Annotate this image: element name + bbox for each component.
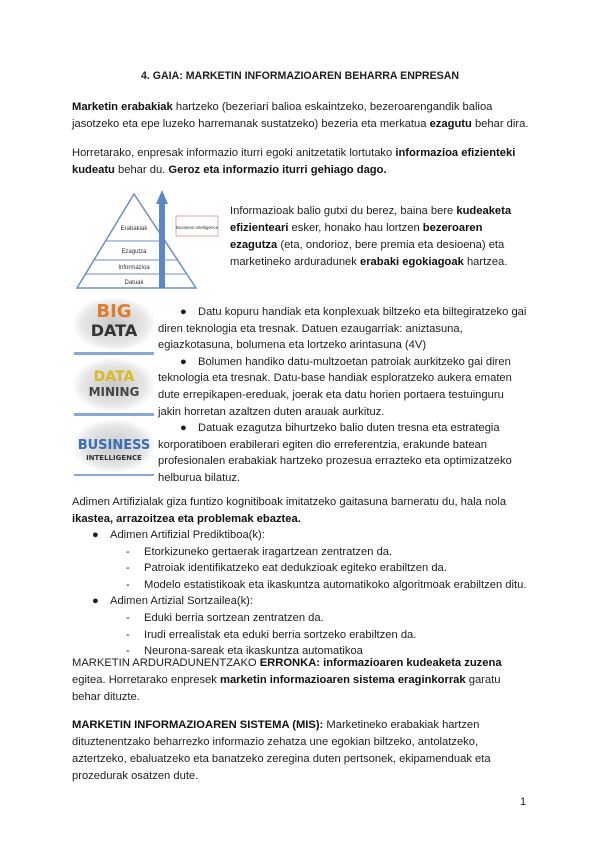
text: Adimen Artifizialak giza funtizo kognitiboak imitatzeko gaitasuna barneratu du, hala nola <box>72 496 507 508</box>
bold-text: ezagutza <box>230 239 278 251</box>
text: behar du. <box>114 164 169 176</box>
list-item: ● Adimen Artifizial Prediktiboa(k): <box>92 529 265 541</box>
text: Informazioak balio gutxi du berez, baina bere <box>230 205 457 217</box>
list-subitem: - Eduki berria sortzean zentratzen da. <box>126 611 324 624</box>
list-subitem: - Patroiak identifikatzeko eat dedukzioak egiteko erabiltzen da. <box>126 562 447 575</box>
text: Irudi errealistak eta eduki berria sortzeko erabiltzen da. <box>144 628 417 641</box>
bold-text: ikastea, arrazoitzea eta problemak ebaztea. <box>72 513 301 525</box>
text: (eta, ondorioz, bere premia eta desioena) eta <box>277 239 505 251</box>
business-intelligence-image <box>74 420 154 472</box>
text: Bolumen handiko datu-multzoetan patroiak aurkitzeko gai diren <box>198 355 511 368</box>
logo-text: INTELLIGENCE <box>86 454 142 462</box>
text: Etorkizuneko gertaerak iragartzean zentratzen da. <box>144 545 393 558</box>
arrow-up-icon <box>156 190 168 204</box>
bold-text: marketin informazioaren sistema eraginkorrak <box>220 674 466 686</box>
bold-text: Geroz eta informazio iturri gehiago dago. <box>168 164 387 176</box>
text: Marketineko erabakiak hartzen <box>323 719 480 731</box>
logo-text: MINING <box>88 385 140 399</box>
divider <box>74 352 154 355</box>
pyramid-level-knowledge: Ezagutza <box>121 249 147 255</box>
bold-text: bezeroaren <box>422 222 483 234</box>
text: Datuak ezagutza bihurtzeko balio duten tresna eta estrategia <box>198 422 500 435</box>
text: dute errepikapen-ereduak, joerak eta datu horien portaera testuinguru <box>158 388 504 401</box>
bold-text: informazioa efizienteki <box>395 147 516 159</box>
text: diren teknologia eta tresnak. Datuen ezaugarriak: aniztasuna, <box>158 322 463 335</box>
bold-text: ERRONKA: informazioaren kudeaketa zuzena <box>259 657 502 669</box>
text: MARKETIN ARDURADUNENTZAKO <box>72 657 260 669</box>
technology-bullet-list <box>158 304 526 487</box>
list-subitem: - Neurona-sareak eta ikaskuntza automatikoa <box>126 645 363 658</box>
pyramid-level-decisions: Erabakiak <box>120 226 148 232</box>
text: jasotzeko eta epe luzeko harremanak sustatzeko) bezeria eta merkatua <box>72 118 430 130</box>
divider <box>74 413 154 416</box>
data-mining-image <box>74 359 154 411</box>
bold-text: kudeaketa <box>456 205 512 217</box>
page-number: 1 <box>520 796 527 808</box>
bold-text: Marketin erabakiak <box>72 101 173 113</box>
text: garatu <box>465 674 501 686</box>
text: Eduki berria sortzean zentratzen da. <box>144 611 324 624</box>
logo-text: BUSINESS <box>77 438 151 453</box>
text: Adimen Artifizial Prediktiboa(k): <box>110 529 265 541</box>
logo-text: DATA <box>93 369 135 385</box>
text: aztertzeko, ebaluatzeko eta banatzeko zeregina duten pertsonek, ekipamenduak eta <box>72 753 491 765</box>
text: egitea. Horretarako enpresek <box>72 674 221 686</box>
list-item: ● Datu kopuru handiak eta konplexuak biltzeko eta biltegiratzeko gai diren teknologia eta tresnak. Datuen ezaugarriak: aniztasuna, egiazkotasuna, bolumena eta lortzeko arintasuna (4V) <box>158 306 527 352</box>
text: profesionalen erabakiak hartzeko prozesua errazteko eta optimizatzeko <box>158 455 512 468</box>
page-title: 4. GAIA: MARKETIN INFORMAZIOAREN BEHARRA ENPRESAN <box>140 70 459 82</box>
paragraph-challenge <box>72 655 542 706</box>
bold-text: erabaki egokiagoak <box>359 256 464 268</box>
logo-text: BIG <box>96 301 132 322</box>
ai-types-list <box>92 527 526 660</box>
text: Adimen Artizial Sortzailea(k): <box>110 595 254 608</box>
text: jakin horretan azaltzen duten arauak aurkituz. <box>158 405 385 418</box>
text: behar dituzte. <box>72 691 140 703</box>
paragraph-artificial-intelligence <box>72 494 542 528</box>
bold-text: ezagutu <box>429 118 472 130</box>
business-intelligence-label: Business Intelligence <box>175 225 219 230</box>
text: Modelo estatistikoak eta ikaskuntza automatikoko algoritmoak erabiltzen ditu. <box>144 578 527 591</box>
text: behar dira. <box>471 118 529 130</box>
text: Horretarako, enpresak informazio iturri egoki anitzetatik lortutako <box>72 147 396 159</box>
word-cloud-images <box>74 298 154 480</box>
text: esker, honako hau lortzen <box>288 222 423 234</box>
divider <box>74 474 154 476</box>
list-item: ● Bolumen handiko datu-multzoetan patroiak aurkitzeko gai diren teknologia eta tresnak. Datu-base handiak esploratzeko aukera ematen dute errepikapen-ereduak, joerak eta datu horien portaera testuinguru jakin horretan azaltzen duten arauak aurkituz. <box>158 355 512 418</box>
text: egiazkotasuna, bolumena eta lortzeko arintasuna (4V) <box>158 339 427 352</box>
text: marketineko arduradunek <box>230 256 360 268</box>
paragraph-mis-definition <box>72 717 542 785</box>
text: Patroiak identifikatzeko eat dedukzioak egiteko erabiltzen da. <box>144 562 447 575</box>
text: hartzeko (bezeriari balioa eskaintzeko, bezeroarengandik balioa <box>172 101 493 113</box>
pyramid-level-information: Informazioa <box>118 265 150 271</box>
text: teknologia eta tresnak. Datu-base handiak esploratzeko aukera ematen <box>158 372 512 385</box>
text: dituztenentzako beharrezko informazio zehatza une egokian biltzeko, antolatzeko, <box>72 736 479 748</box>
paragraph-marketing-decisions <box>72 99 542 133</box>
list-item: ● Adimen Artizial Sortzailea(k): <box>92 595 254 608</box>
knowledge-pyramid-diagram <box>72 186 232 294</box>
bold-text: MARKETIN INFORMAZIOAREN SISTEMA (MIS): <box>72 719 324 731</box>
big-data-image <box>74 298 154 350</box>
text: helburua bilatuz. <box>158 471 241 484</box>
text: korporatiboen erabilerari egiten dio erreferentzia, erakunde batean <box>158 438 487 451</box>
text: Datu kopuru handiak eta konplexuak biltzeko eta biltegiratzeko gai <box>198 306 527 318</box>
logo-text: DATA <box>90 321 138 340</box>
text: Neurona-sareak eta ikaskuntza automatikoa <box>144 645 363 658</box>
list-subitem: - Etorkizuneko gertaerak iragartzean zentratzen da. <box>126 545 393 558</box>
pyramid-level-data: Datuak <box>124 280 144 286</box>
paragraph-information-sources <box>72 145 542 179</box>
bold-text: efizienteari <box>230 222 289 234</box>
text: prozedurak osatzen dute. <box>72 770 199 782</box>
list-item: ● Datuak ezagutza bihurtzeko balio duten tresna eta estrategia korporatiboen erabilerari egiten dio erreferentzia, erakunde batean profesionalen erabakiak hartzeko prozesua errazteko eta optimizatzeko helburua bilatuz. <box>158 422 512 484</box>
text: hartzea. <box>463 256 508 268</box>
list-subitem: - Irudi errealistak eta eduki berria sortzeko erabiltzen da. <box>126 628 417 641</box>
bold-text: kudeatu <box>72 164 115 176</box>
paragraph-information-value <box>230 203 511 271</box>
list-subitem: - Modelo estatistikoak eta ikaskuntza automatikoko algoritmoak erabiltzen ditu. <box>126 578 527 591</box>
